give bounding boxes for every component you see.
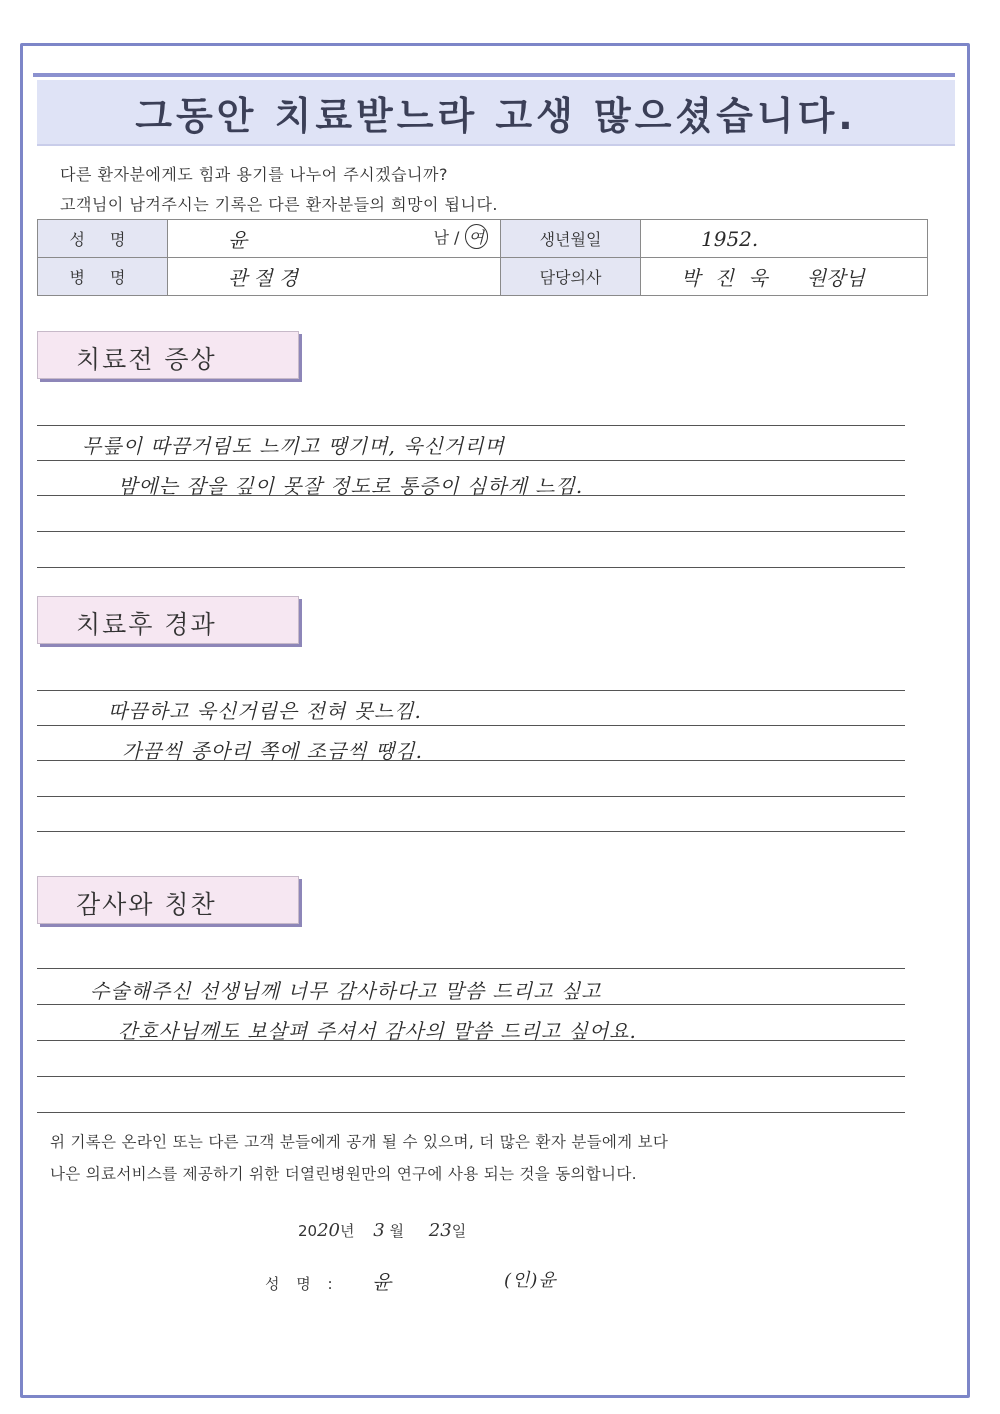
section-before-header <box>37 331 299 379</box>
after-text-line-1: 따끔하고 욱신거림은 전혀 못느낌. <box>108 699 422 723</box>
rule <box>37 1004 905 1005</box>
signature-label: 성 명 : <box>265 1275 339 1293</box>
birth-cell <box>641 220 928 258</box>
doctor-title: 원장님 <box>806 266 865 290</box>
date-prefix: 20 <box>298 1222 318 1240</box>
name-value: 윤 <box>228 228 248 252</box>
rule <box>37 968 905 969</box>
patient-info-table <box>37 219 928 296</box>
signature-seal: (인)윤 <box>504 1270 557 1291</box>
date-month: 3 <box>373 1220 385 1241</box>
disease-label: 병 명 <box>38 258 168 296</box>
consent-line-1: 위 기록은 온라인 또는 다른 고객 분들에게 공개 될 수 있으며, 더 많은 환자 분들에게 보다 <box>50 1133 669 1151</box>
section-thanks-title: 감사와 칭찬 <box>76 890 217 919</box>
before-text-line-2: 밤에는 잠을 깊이 못잘 정도로 통증이 심하게 느낌. <box>118 474 584 498</box>
date-line <box>298 1220 466 1241</box>
name-cell <box>168 220 501 258</box>
rule <box>37 725 905 726</box>
disease-value: 관절경 <box>228 266 304 290</box>
consent-line-2: 나은 의료서비스를 제공하기 위한 더열린병원만의 연구에 사용 되는 것을 동의합니다. <box>50 1165 637 1183</box>
sex-field <box>434 224 489 249</box>
thanks-text-line-1: 수술해주신 선생님께 너무 감사하다고 말씀 드리고 싶고 <box>90 979 602 1003</box>
before-text-line-1: 무릎이 따끔거림도 느끼고 땡기며, 욱신거리며 <box>82 434 505 458</box>
rule <box>37 531 905 532</box>
rule <box>37 1112 905 1113</box>
birth-label: 생년월일 <box>501 220 641 258</box>
rule <box>37 690 905 691</box>
rule <box>37 796 905 797</box>
date-day: 23 <box>428 1220 452 1241</box>
section-after-header <box>37 596 299 644</box>
doctor-label: 담당의사 <box>501 258 641 296</box>
intro-line-2: 고객님이 남겨주시는 기록은 다른 환자분들의 희망이 됩니다. <box>60 195 499 214</box>
rule <box>37 1076 905 1077</box>
section-thanks-header <box>37 876 299 924</box>
rule <box>37 460 905 461</box>
signature-name: 윤 <box>372 1270 393 1294</box>
intro-line-1: 다른 환자분에게도 힘과 용기를 나누어 주시겠습니까? <box>60 165 448 184</box>
name-label: 성 명 <box>38 220 168 258</box>
rule <box>37 567 905 568</box>
doctor-cell <box>641 258 928 296</box>
section-after-title: 치료후 경과 <box>76 610 217 639</box>
birth-value: 1952. <box>701 226 759 251</box>
after-text-line-2: 가끔씩 종아리 쪽에 조금씩 땡김. <box>122 739 423 763</box>
top-divider <box>33 73 955 77</box>
date-year: 20 <box>317 1220 340 1241</box>
date-year-unit: 년 <box>340 1222 355 1240</box>
title-banner <box>37 80 955 146</box>
date-day-unit: 일 <box>451 1222 467 1240</box>
page-title: 그동안 치료받느라 고생 많으셨습니다. <box>135 93 857 138</box>
doctor-value: 박 진 욱 <box>681 266 772 290</box>
sex-selected: 여 <box>465 224 488 249</box>
rule <box>37 831 905 832</box>
thanks-text-line-2: 간호사님께도 보살펴 주셔서 감사의 말씀 드리고 싶어요. <box>118 1019 637 1043</box>
date-month-unit: 월 <box>389 1222 405 1240</box>
section-before-title: 치료전 증상 <box>76 345 217 374</box>
rule <box>37 425 905 426</box>
sex-options: 남 / <box>433 228 460 247</box>
disease-cell <box>168 258 501 296</box>
